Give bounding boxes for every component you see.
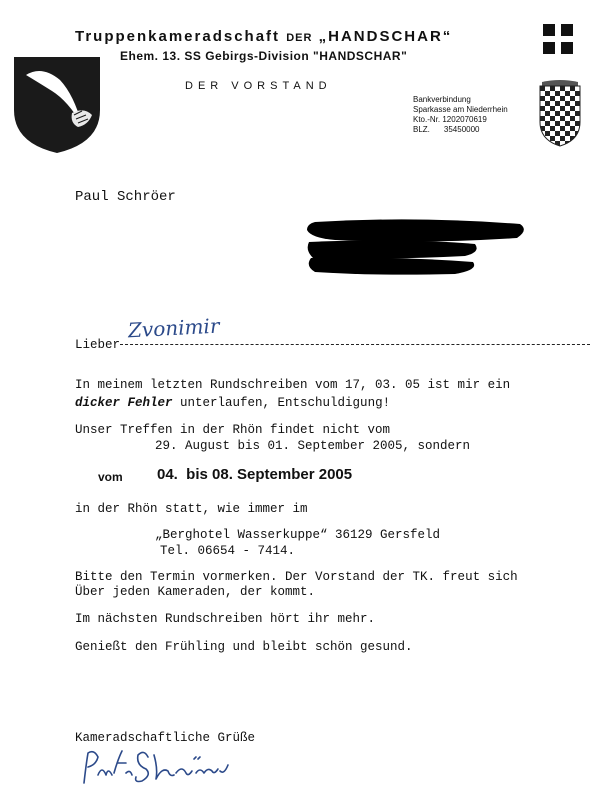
date-range: 04. bis 08. September 2005 xyxy=(157,466,353,483)
checkered-shield-emblem xyxy=(538,80,582,153)
organization-subtitle: Ehem. 13. SS Gebirgs-Division "HANDSCHAR" xyxy=(120,49,408,63)
bank-heading: Bankverbindung xyxy=(413,95,471,104)
paragraph-1-line-2 xyxy=(75,396,390,410)
bank-blz-label: BLZ. xyxy=(413,125,430,134)
paragraph-4-line-2: Über jeden Kameraden, der kommt. xyxy=(75,585,316,599)
paragraph-1-line-2-rest: unterlaufen, Entschuldigung! xyxy=(172,396,391,410)
cross-icon xyxy=(543,24,573,59)
salutation-dashed-line xyxy=(120,344,590,345)
paragraph-5: Im nächsten Rundschreiben hört ihr mehr. xyxy=(75,612,376,626)
paragraph-1-line-1: In meinem letzten Rundschreiben vom 17, 03. 05 ist mir ein xyxy=(75,378,511,392)
emphasis-text: dicker Fehler xyxy=(75,396,173,410)
paragraph-2-line-1: Unser Treffen in der Rhön findet nicht vom xyxy=(75,423,391,437)
board-heading: DER VORSTAND xyxy=(185,80,332,92)
bank-blz xyxy=(413,125,508,135)
org-name-der: DER xyxy=(286,32,313,44)
bank-details xyxy=(413,95,508,135)
hotel-phone: Tel. 06654 - 7414. xyxy=(160,544,296,558)
organization-title xyxy=(75,28,452,45)
paragraph-6: Genießt den Frühling und bleibt schön gesund. xyxy=(75,640,413,654)
closing-greeting: Kameradschaftliche Grüße xyxy=(75,731,256,745)
paragraph-3: in der Rhön statt, wie immer im xyxy=(75,502,308,516)
handwritten-name: Zvonimir xyxy=(127,313,221,343)
org-name-quote: „HANDSCHAR“ xyxy=(318,28,453,45)
handwritten-signature xyxy=(78,745,253,795)
salutation-label: Lieber xyxy=(75,338,121,352)
bank-blz-value: 35450000 xyxy=(443,125,480,134)
redacted-address xyxy=(305,218,530,283)
date-prefix: vom xyxy=(98,470,123,484)
paragraph-2-line-2: 29. August bis 01. September 2005, sondern xyxy=(155,439,471,453)
bank-name: Sparkasse am Niederrhein xyxy=(413,105,508,114)
hotel-address: „Berghotel Wasserkuppe“ 36129 Gersfeld xyxy=(155,528,441,542)
paragraph-4-line-1: Bitte den Termin vormerken. Der Vorstand der TK. freut sich xyxy=(75,570,518,584)
org-name: Truppenkameradschaft xyxy=(75,28,281,45)
bank-account: Kto.-Nr. 1202070619 xyxy=(413,115,487,124)
scimitar-shield-emblem xyxy=(12,55,102,160)
recipient-name: Paul Schröer xyxy=(75,189,176,205)
